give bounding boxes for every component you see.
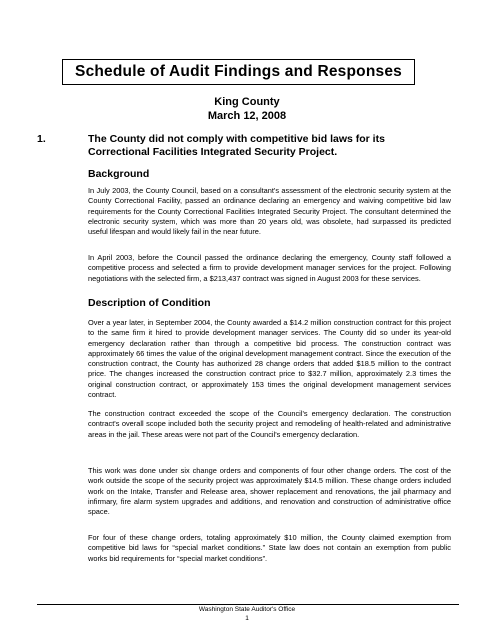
report-date: March 12, 2008 — [207, 110, 287, 122]
condition-paragraph-4: For four of these change orders, totaling approximately $10 million, the County claimed exemption from competitive bid laws for “special market conditions.” State law does not contain an exemption from public works bid requirements for “special market conditions”. — [88, 533, 451, 563]
background-paragraph-1: In July 2003, the County Council, based on a consultant's assessment of the electronic security system at the County Correctional Facility, passed an ordinance declaring an emergency and waiving competitive bid law requirements for the County Correctional Facilities Integrated Security Project. The consultant determined the electronic security system, which was more than 20 years old, was obsolete, had surpassed its predicted useful lifespan and would likely fail in the near future. — [88, 186, 451, 237]
background-heading: Background — [88, 168, 150, 180]
condition-heading: Description of Condition — [88, 297, 211, 309]
background-paragraph-2: In April 2003, before the Council passed the ordinance declaring the emergency, County staff followed a competitive process and selected a firm to provide development manager services for the project. Following negotiations with the selected firm, a $213,437 contract was signed in August 2003 for these services. — [88, 253, 451, 283]
condition-paragraph-1: Over a year later, in September 2004, the County awarded a $14.2 million construction contract for this project to the same firm it hired to provide development manager services. The County did so under its year-old emergency declaration rather than through a competitive bid process. The construction contract was approximately 66 times the value of the original development management contract. Since the execution of the construction contract, the County has authorized 28 change orders that added $18.5 million to the contract price. The changes increased the construction contract price to $32.7 million, approximately 2.3 times the original construction contract, or approximately 153 times the original development management services contract. — [88, 318, 451, 400]
condition-paragraph-2: The construction contract exceeded the scope of the Council's emergency declaration. The construction contract's overall scope included both the security project and remodeling of health-related and administrative areas in the jail. These areas were not part of the Council's emergency declaration. — [88, 409, 451, 439]
condition-paragraph-3: This work was done under six change orders and components of four other change orders. The cost of the work outside the scope of the security project was approximately $14.5 million. These change orders included work on the Intake, Transfer and Release area, shower replacement and renovations, the jail pharmacy and infirmary, fire alarm system upgrades and additions, and renovation and construction of administrative office space. — [88, 466, 451, 517]
page-number: 1 — [245, 615, 249, 622]
entity-name: King County — [214, 96, 280, 108]
finding-title: The County did not comply with competitive bid laws for its Correctional Facilities Integrated Security Project. — [88, 133, 385, 158]
footer-rule — [37, 604, 459, 605]
finding-number: 1. — [37, 133, 46, 145]
title-box — [62, 59, 415, 85]
page-title: Schedule of Audit Findings and Responses — [75, 63, 402, 80]
footer-office: Washington State Auditor's Office — [198, 606, 296, 613]
